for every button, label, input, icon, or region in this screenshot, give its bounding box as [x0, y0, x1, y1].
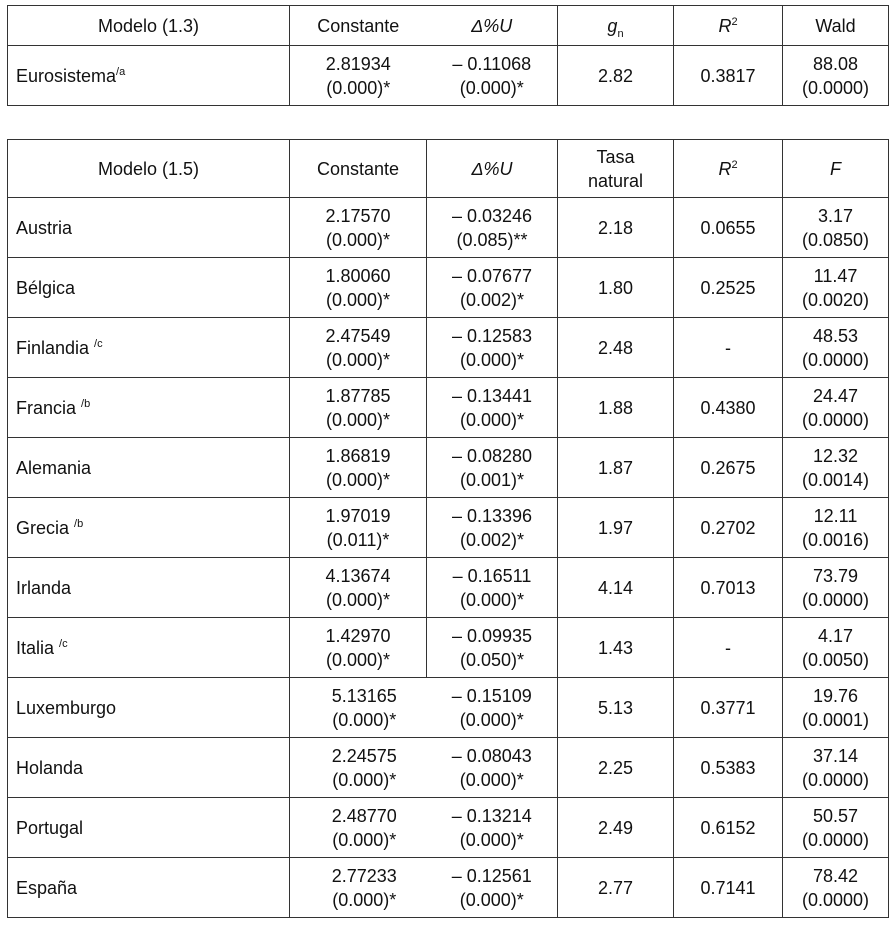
r2-cell: 0.2702	[674, 498, 783, 558]
table-row	[8, 798, 889, 858]
natural-rate-cell: 2.49	[558, 798, 674, 858]
delta-u-pvalue: (0.000)*	[459, 709, 524, 730]
delta-u-value: – 0.13396	[451, 505, 533, 526]
constante-header: Constante	[290, 140, 427, 198]
r2-cell: 0.4380	[674, 378, 783, 438]
row-label: España	[16, 877, 78, 898]
footnote-marker: /b	[81, 397, 91, 410]
natural-rate-cell: 2.18	[558, 198, 674, 258]
row-label-cell	[8, 198, 290, 258]
test-stat-cell	[783, 798, 889, 858]
test-stat-cell	[783, 378, 889, 438]
delta-u-pvalue: (0.000)*	[459, 769, 524, 790]
constante-cell	[290, 198, 427, 258]
constante-value: 1.87785	[325, 385, 391, 406]
row-label-cell	[8, 438, 290, 498]
constante-value: 4.13674	[325, 565, 391, 586]
test-stat-cell	[783, 558, 889, 618]
natural-rate-cell: 1.80	[558, 258, 674, 318]
constante-cell	[290, 46, 427, 106]
test-stat-cell	[783, 678, 889, 738]
r2-cell: 0.5383	[674, 738, 783, 798]
table-row	[8, 678, 889, 738]
delta-u-value: – 0.03246	[451, 205, 533, 226]
table-row	[8, 438, 889, 498]
constante-pvalue: (0.000)*	[325, 589, 391, 610]
constante-cell	[290, 498, 427, 558]
model-header: Modelo (1.3)	[8, 6, 290, 46]
constante-cell	[290, 678, 427, 738]
delta-u-cell	[427, 858, 558, 918]
f-header: F	[783, 140, 889, 198]
natural-rate-cell: 2.48	[558, 318, 674, 378]
test-stat-value: 37.14	[812, 745, 859, 766]
table-row	[8, 738, 889, 798]
test-stat-value: 78.42	[812, 865, 859, 886]
delta-u-pvalue: (0.000)*	[459, 409, 525, 430]
row-label-cell	[8, 258, 290, 318]
delta-u-pvalue: (0.085)**	[456, 229, 528, 250]
delta-u-value: – 0.08043	[451, 745, 532, 766]
footnote-marker: /c	[59, 637, 68, 650]
table-row	[8, 258, 889, 318]
constante-cell	[290, 438, 427, 498]
table-row	[8, 498, 889, 558]
r2-superscript: 2	[731, 158, 738, 171]
model-1-3-table	[7, 5, 889, 106]
constante-pvalue: (0.000)*	[325, 649, 391, 670]
r2-cell: -	[674, 618, 783, 678]
test-stat-pvalue: (0.0050)	[801, 649, 870, 670]
test-stat-pvalue: (0.0000)	[801, 409, 870, 430]
constante-pvalue: (0.000)*	[325, 469, 391, 490]
delta-u-value: – 0.12583	[451, 325, 533, 346]
test-stat-pvalue: (0.0000)	[801, 77, 870, 98]
delta-u-value: – 0.16511	[452, 565, 532, 586]
row-label-cell	[8, 798, 290, 858]
test-stat-value: 73.79	[812, 565, 859, 586]
natural-rate-cell: 1.87	[558, 438, 674, 498]
delta-u-header: Δ%U	[427, 6, 558, 46]
model-header: Modelo (1.5)	[8, 140, 290, 198]
natural-rate-cell: 2.77	[558, 858, 674, 918]
constante-cell	[290, 558, 427, 618]
test-stat-pvalue: (0.0000)	[801, 769, 870, 790]
table-row	[8, 198, 889, 258]
natural-rate-cell: 4.14	[558, 558, 674, 618]
row-label: Portugal	[16, 817, 84, 838]
test-stat-value: 3.17	[817, 205, 854, 226]
row-label-cell	[8, 46, 290, 106]
row-label-cell	[8, 378, 290, 438]
test-stat-value: 19.76	[812, 685, 859, 706]
delta-u-cell	[427, 198, 558, 258]
footnote-marker: /c	[94, 337, 103, 350]
delta-u-pvalue: (0.002)*	[459, 289, 525, 310]
constante-pvalue: (0.000)*	[332, 889, 397, 910]
constante-value: 1.42970	[325, 625, 391, 646]
wald-header: Wald	[783, 6, 889, 46]
delta-u-cell	[427, 258, 558, 318]
r2-cell: 0.7141	[674, 858, 783, 918]
delta-u-cell	[427, 678, 558, 738]
r2-superscript: 2	[731, 15, 738, 28]
delta-u-pvalue: (0.000)*	[459, 829, 524, 850]
table-row	[8, 46, 889, 106]
row-label-cell	[8, 558, 290, 618]
table-row	[8, 618, 889, 678]
delta-u-header: Δ%U	[427, 140, 558, 198]
delta-u-value: – 0.08280	[451, 445, 533, 466]
constante-value: 2.24575	[331, 745, 397, 766]
test-stat-value: 11.47	[813, 265, 858, 286]
row-label: Francia	[16, 397, 82, 418]
test-stat-cell	[783, 738, 889, 798]
row-label: Grecia	[16, 517, 75, 538]
test-stat-cell	[783, 46, 889, 106]
delta-u-cell	[427, 318, 558, 378]
row-label: Irlanda	[16, 577, 72, 598]
delta-u-pvalue: (0.050)*	[459, 649, 525, 670]
test-stat-value: 50.57	[812, 805, 859, 826]
r2-cell: 0.2675	[674, 438, 783, 498]
row-label: Italia	[16, 637, 60, 658]
test-stat-cell	[783, 618, 889, 678]
constante-value: 2.17570	[325, 205, 391, 226]
test-stat-pvalue: (0.0020)	[801, 289, 870, 310]
constante-value: 1.97019	[325, 505, 391, 526]
table-row	[8, 858, 889, 918]
model-1-5-header-row	[8, 140, 889, 198]
delta-u-cell	[427, 498, 558, 558]
constante-value: 2.81934	[325, 53, 391, 74]
natural-rate-cell: 1.97	[558, 498, 674, 558]
constante-value: 5.13165	[331, 685, 397, 706]
constante-pvalue: (0.000)*	[325, 229, 391, 250]
footnote-marker: /b	[74, 517, 84, 530]
test-stat-value: 24.47	[812, 385, 859, 406]
r2-symbol: R	[718, 158, 732, 179]
constante-pvalue: (0.000)*	[325, 289, 391, 310]
delta-u-value: – 0.12561	[451, 865, 532, 886]
constante-cell	[290, 738, 427, 798]
constante-value: 1.86819	[325, 445, 391, 466]
delta-u-pvalue: (0.000)*	[459, 349, 525, 370]
constante-value: 1.80060	[325, 265, 391, 286]
test-stat-pvalue: (0.0000)	[801, 349, 870, 370]
row-label: Bélgica	[16, 277, 76, 298]
row-label: Austria	[16, 217, 73, 238]
r2-cell: 0.3817	[674, 46, 783, 106]
r2-symbol: R	[718, 15, 732, 36]
delta-u-cell	[427, 438, 558, 498]
row-label-cell	[8, 858, 290, 918]
row-label-cell	[8, 678, 290, 738]
row-label: Luxemburgo	[16, 697, 117, 718]
delta-u-value: – 0.09935	[451, 625, 533, 646]
row-label-cell	[8, 738, 290, 798]
r2-cell: 0.6152	[674, 798, 783, 858]
natural-rate-cell: 5.13	[558, 678, 674, 738]
constante-cell	[290, 798, 427, 858]
gn-subscript: n	[617, 27, 624, 40]
test-stat-cell	[783, 198, 889, 258]
r2-cell: 0.0655	[674, 198, 783, 258]
test-stat-pvalue: (0.0850)	[801, 229, 870, 250]
r2-header	[674, 140, 783, 198]
constante-cell	[290, 618, 427, 678]
table-row	[8, 318, 889, 378]
constante-pvalue: (0.011)*	[326, 529, 390, 550]
row-label-cell	[8, 498, 290, 558]
r2-cell: 0.2525	[674, 258, 783, 318]
test-stat-pvalue: (0.0000)	[801, 829, 870, 850]
constante-value: 2.47549	[325, 325, 391, 346]
natural-rate-cell: 1.43	[558, 618, 674, 678]
constante-pvalue: (0.000)*	[325, 409, 391, 430]
natural-rate-cell: 2.82	[558, 46, 674, 106]
r2-header	[674, 6, 783, 46]
natural-rate-header-line1: Tasa	[596, 146, 635, 167]
model-1-3-header-row	[8, 6, 889, 46]
test-stat-cell	[783, 498, 889, 558]
delta-u-cell	[427, 618, 558, 678]
row-label: Eurosistema	[16, 65, 117, 86]
gn-symbol: g	[607, 15, 618, 36]
gn-header	[558, 6, 674, 46]
test-stat-pvalue: (0.0000)	[801, 589, 870, 610]
r2-cell: 0.7013	[674, 558, 783, 618]
delta-u-cell	[427, 558, 558, 618]
constante-header: Constante	[290, 6, 427, 46]
table-row	[8, 558, 889, 618]
constante-pvalue: (0.000)*	[326, 77, 391, 98]
constante-pvalue: (0.000)*	[332, 829, 397, 850]
test-stat-pvalue: (0.0014)	[801, 469, 870, 490]
r2-cell: 0.3771	[674, 678, 783, 738]
row-label: Alemania	[16, 457, 92, 478]
test-stat-value: 48.53	[812, 325, 859, 346]
delta-u-pvalue: (0.000)*	[459, 889, 524, 910]
natural-rate-header-line2: natural	[587, 170, 644, 191]
constante-value: 2.48770	[331, 805, 397, 826]
test-stat-cell	[783, 438, 889, 498]
delta-u-pvalue: (0.001)*	[459, 469, 525, 490]
model-1-5-table	[7, 139, 889, 918]
delta-u-value: – 0.11068	[452, 53, 532, 74]
natural-rate-header	[558, 140, 674, 198]
row-label-cell	[8, 318, 290, 378]
natural-rate-cell: 2.25	[558, 738, 674, 798]
constante-cell	[290, 258, 427, 318]
test-stat-pvalue: (0.0016)	[801, 529, 870, 550]
test-stat-cell	[783, 258, 889, 318]
footnote-marker: /a	[116, 65, 126, 78]
delta-u-value: – 0.13441	[451, 385, 533, 406]
test-stat-cell	[783, 858, 889, 918]
test-stat-value: 4.17	[817, 625, 854, 646]
test-stat-cell	[783, 318, 889, 378]
test-stat-pvalue: (0.0000)	[801, 889, 870, 910]
row-label: Holanda	[16, 757, 84, 778]
table-row	[8, 378, 889, 438]
test-stat-value: 12.32	[812, 445, 859, 466]
constante-pvalue: (0.000)*	[325, 349, 391, 370]
delta-u-value: – 0.07677	[451, 265, 533, 286]
delta-u-pvalue: (0.000)*	[459, 589, 525, 610]
constante-cell	[290, 318, 427, 378]
test-stat-value: 12.11	[813, 505, 858, 526]
delta-u-value: – 0.15109	[451, 685, 532, 706]
delta-u-pvalue: (0.002)*	[459, 529, 525, 550]
delta-u-cell	[427, 738, 558, 798]
constante-cell	[290, 378, 427, 438]
constante-cell	[290, 858, 427, 918]
delta-u-cell	[427, 378, 558, 438]
row-label-cell	[8, 618, 290, 678]
constante-pvalue: (0.000)*	[332, 769, 397, 790]
delta-u-value: – 0.13214	[451, 805, 532, 826]
delta-u-cell	[427, 46, 558, 106]
delta-u-pvalue: (0.000)*	[459, 77, 524, 98]
test-stat-value: 88.08	[812, 53, 859, 74]
r2-cell: -	[674, 318, 783, 378]
delta-u-cell	[427, 798, 558, 858]
row-label: Finlandia	[16, 337, 95, 358]
test-stat-pvalue: (0.0001)	[801, 709, 870, 730]
natural-rate-cell: 1.88	[558, 378, 674, 438]
constante-value: 2.77233	[331, 865, 397, 886]
constante-pvalue: (0.000)*	[332, 709, 397, 730]
